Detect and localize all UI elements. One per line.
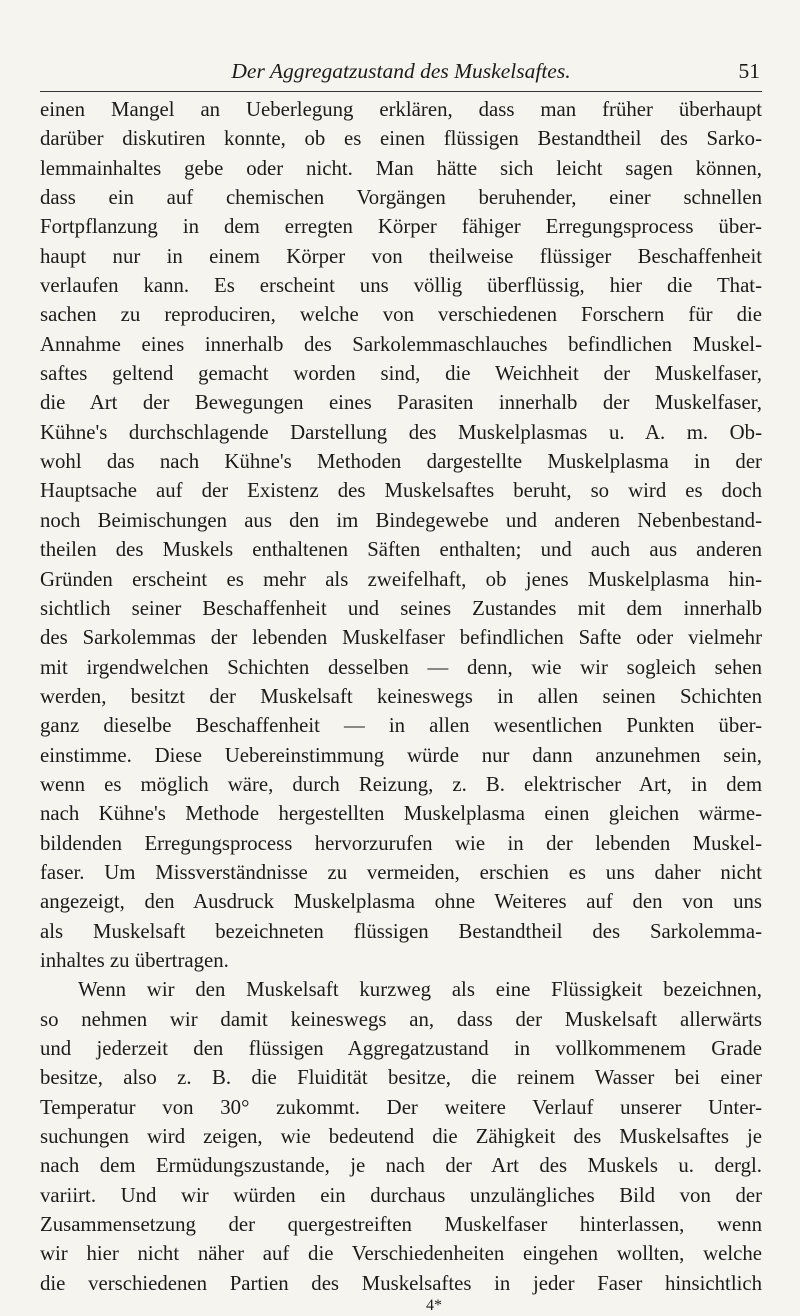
text-line: einen Mangel an Ueberlegung erklären, dass man früher überhaupt xyxy=(40,98,762,121)
text-line: nach Kühne's Methode hergestellten Muskelplasma einen gleichen wärme- xyxy=(40,802,762,826)
text-line: wohl das nach Kühne's Methoden dargestellte Muskelplasma in der xyxy=(40,450,762,474)
text-line: faser. Um Missverständnisse zu vermeiden, erschien es uns daher nicht xyxy=(40,860,762,884)
signature-mark: 4* xyxy=(426,1297,442,1315)
text-line: lemmainhaltes gebe oder nicht. Man hätte sich leicht sagen können, xyxy=(40,156,762,180)
text-line: Hauptsache auf der Existenz des Muskelsaftes beruht, so wird es doch xyxy=(40,479,762,503)
text-line: nach dem Ermüdungszustande, je nach der Art des Muskels u. dergl. xyxy=(40,1154,762,1178)
text-line: die Art der Bewegungen eines Parasiten innerhalb der Muskelfaser, xyxy=(40,391,762,415)
text-line: sichtlich seiner Beschaffenheit und seines Zustandes mit dem innerhalb xyxy=(40,596,762,620)
text-line: die verschiedenen Partien des Muskelsaftes in jeder Faser hinsichtlich xyxy=(40,1271,762,1295)
text-line: mit irgendwelchen Schichten desselben — denn, wie wir sogleich sehen xyxy=(40,655,762,679)
paragraph-end-line: inhaltes zu übertragen. xyxy=(40,948,229,972)
body-text xyxy=(40,95,762,1298)
text-line: saftes geltend gemacht worden sind, die Weichheit der Muskelfaser, xyxy=(40,362,762,386)
text-line: Fortpflanzung in dem erregten Körper fähiger Erregungsprocess über- xyxy=(40,215,762,239)
text-line: ganz dieselbe Beschaffenheit — in allen wesentlichen Punkten über- xyxy=(40,714,762,738)
text-line: theilen des Muskels enthaltenen Säften enthalten; und auch aus anderen xyxy=(40,538,762,562)
text-line: werden, besitzt der Muskelsaft keineswegs in allen seinen Schichten xyxy=(40,684,762,708)
text-line: darüber diskutiren konnte, ob es einen flüssigen Bestandtheil des Sarko- xyxy=(40,127,762,151)
text-line: sachen zu reproduciren, welche von verschiedenen Forschern für die xyxy=(40,303,762,327)
page-header xyxy=(40,55,762,91)
text-line: bildenden Erregungsprocess hervorzurufen wie in der lebenden Muskel- xyxy=(40,831,762,855)
text-line: und jederzeit den flüssigen Aggregatzustand in vollkommenem Grade xyxy=(40,1037,762,1060)
text-line: noch Beimischungen aus den im Bindegewebe und anderen Nebenbestand- xyxy=(40,508,762,532)
text-line: Kühne's durchschlagende Darstellung des Muskelplasmas u. A. m. Ob- xyxy=(40,420,762,444)
text-line: variirt. Und wir würden ein durchaus unzulängliches Bild von der xyxy=(40,1183,762,1207)
text-line: angezeigt, den Ausdruck Muskelplasma ohne Weiteres auf den von uns xyxy=(40,890,762,914)
paragraph-start-line: Wenn wir den Muskelsaft kurzweg als eine Flüssigkeit bezeichnen, xyxy=(78,978,762,1002)
text-line: verlaufen kann. Es erscheint uns völlig überflüssig, hier die That- xyxy=(40,274,762,298)
text-line: des Sarkolemmas der lebenden Muskelfaser befindlichen Safte oder vielmehr xyxy=(40,626,762,650)
text-line: wir hier nicht näher auf die Verschiedenheiten eingehen wollten, welche xyxy=(40,1242,762,1266)
text-line: Gründen erscheint es mehr als zweifelhaft, ob jenes Muskelplasma hin- xyxy=(40,567,762,591)
book-page xyxy=(40,55,762,1316)
text-line: einstimme. Diese Uebereinstimmung würde nur dann anzunehmen sein, xyxy=(40,743,762,767)
text-line: suchungen wird zeigen, wie bedeutend die Zähigkeit des Muskelsaftes je xyxy=(40,1125,762,1149)
text-line: haupt nur in einem Körper von theilweise flüssiger Beschaffenheit xyxy=(40,244,762,268)
text-line: Temperatur von 30° zukommt. Der weitere Verlauf unserer Unter- xyxy=(40,1095,762,1119)
text-line: dass ein auf chemischen Vorgängen beruhender, einer schnellen xyxy=(40,186,762,210)
text-line: wenn es möglich wäre, durch Reizung, z. B. elektrischer Art, in dem xyxy=(40,772,762,796)
page-number: 51 xyxy=(738,59,760,83)
text-line: so nehmen wir damit keineswegs an, dass der Muskelsaft allerwärts xyxy=(40,1007,762,1031)
text-line: Zusammensetzung der quergestreiften Muskelfaser hinterlassen, wenn xyxy=(40,1213,762,1237)
text-line: als Muskelsaft bezeichneten flüssigen Bestandtheil des Sarkolemma- xyxy=(40,919,762,943)
text-line: Annahme eines innerhalb des Sarkolemmaschlauches befindlichen Muskel- xyxy=(40,332,762,356)
running-title: Der Aggregatzustand des Muskelsaftes. xyxy=(231,59,571,83)
text-line: besitze, also z. B. die Fluidität besitze, die reinem Wasser bei einer xyxy=(40,1066,762,1090)
header-rule xyxy=(40,91,762,92)
